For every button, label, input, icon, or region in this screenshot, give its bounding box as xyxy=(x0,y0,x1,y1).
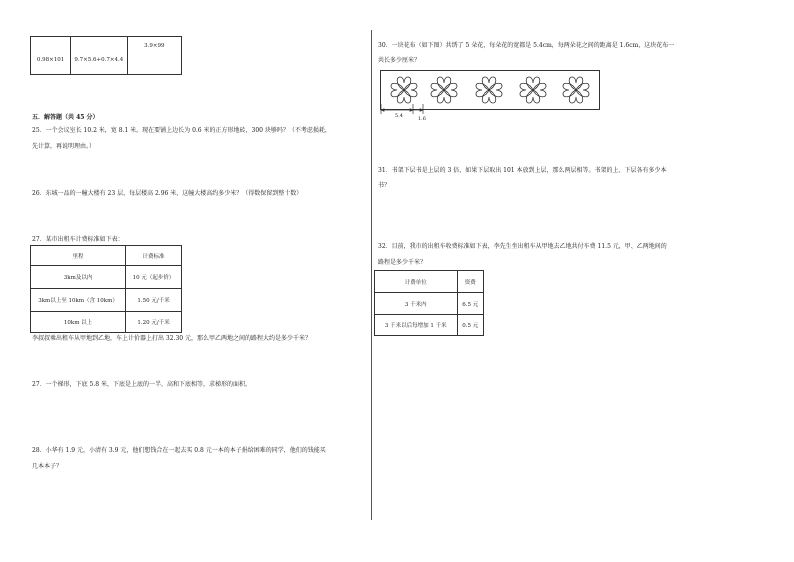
table-header: 计费单位 xyxy=(375,271,458,293)
table-cell: 3 千米以后每增加 1 千米 xyxy=(375,315,458,336)
table-cell: 6.5 元 xyxy=(457,293,483,315)
calc-cell: 9.7×5.6+0.7×4.4 xyxy=(71,37,127,75)
taxi-price-table xyxy=(374,270,484,336)
question-27-intro: 27．某市出租车计费标准如下表： xyxy=(32,236,124,243)
table-cell: 3 千米内 xyxy=(375,293,458,315)
calc-cell: 3.9×99 xyxy=(127,37,181,75)
question-31-line1: 31．书架下层书是上层的 3 倍，如果下层取出 101 本放到上层，那么两层相等。书架的上、下层各有多少本 xyxy=(378,167,667,174)
question-27-text: 李叔叔乘出租车从甲地到乙地，车上计价器上打出 32.30 元，那么甲乙两地之间的路程大约是多少千米？ xyxy=(32,335,311,342)
table-cell: 0.5 元 xyxy=(457,315,483,336)
table-cell: 1.20 元/千米 xyxy=(126,312,182,333)
column-divider xyxy=(371,30,372,520)
question-30-line2: 共长多少厘米？ xyxy=(378,57,421,64)
question-25-line2: 先计算，再说明理由。） xyxy=(32,143,96,150)
taxi-fare-table xyxy=(30,245,182,333)
flower-icon xyxy=(427,73,461,107)
question-26: 26．东城一品的一幢大楼有 23 层，每层楼高 2.96 米，这幢大楼高约多少米？（得数保留到整十数） xyxy=(32,190,303,197)
question-27-trapezoid: 27．一个梯形，下底 5.8 米，下底是上底的一半，高和下底相等，求梯形的面积。 xyxy=(32,381,251,388)
flower-icon xyxy=(559,73,593,107)
table-header: 里程 xyxy=(31,246,126,266)
question-28-line2: 几本本子？ xyxy=(32,463,63,470)
table-cell: 3km及以内 xyxy=(31,266,126,289)
calc-cell: 0.98×101 xyxy=(31,37,71,75)
table-cell: 10km 以上 xyxy=(31,312,126,333)
flower-icon xyxy=(472,73,506,107)
flower-icon xyxy=(387,73,421,107)
flower-icon xyxy=(516,73,550,107)
calc-table xyxy=(30,36,182,75)
question-25-line1: 25．一个会议室长 10.2 米，宽 8.1 米。现在要铺上边长为 0.6 米的正方形地砖，300 块够吗？（不考虑损耗， xyxy=(32,127,331,134)
question-31-line2: 书？ xyxy=(378,182,391,189)
table-header: 计费标准 xyxy=(126,246,182,266)
table-cell: 3km以上至 10km（含 10km） xyxy=(31,289,126,312)
table-header: 资费 xyxy=(457,271,483,293)
question-32-line1: 32．目前，我市的出租车收费标准如下表，李先生坐出租车从甲地去乙地共付车费 11.5 元，甲、乙两地间的 xyxy=(378,243,667,250)
table-cell: 10 元（起步价） xyxy=(126,266,182,289)
dimension-flower-width: 5.4 xyxy=(395,113,403,119)
question-28-line1: 28．小华有 1.9 元，小清有 3.9 元，他们想钱合在一起去买 0.8 元一本的本子捐给困难的同学，他们的钱能买 xyxy=(32,447,326,454)
table-cell: 1.50 元/千米 xyxy=(126,289,182,312)
question-32-line2: 路程是多少千米？ xyxy=(378,259,427,266)
question-30-line1: 30．一块花布（如下图）共绣了 5 朵花，每朵花的宽都是 5.4cm，每两朵花之间的距离是 1.6cm，这块花布一 xyxy=(378,42,675,49)
dimension-gap-width: 1.6 xyxy=(418,116,426,122)
section-title: 五．解答题（共 45 分） xyxy=(32,114,99,121)
dimension-marks xyxy=(380,104,440,124)
